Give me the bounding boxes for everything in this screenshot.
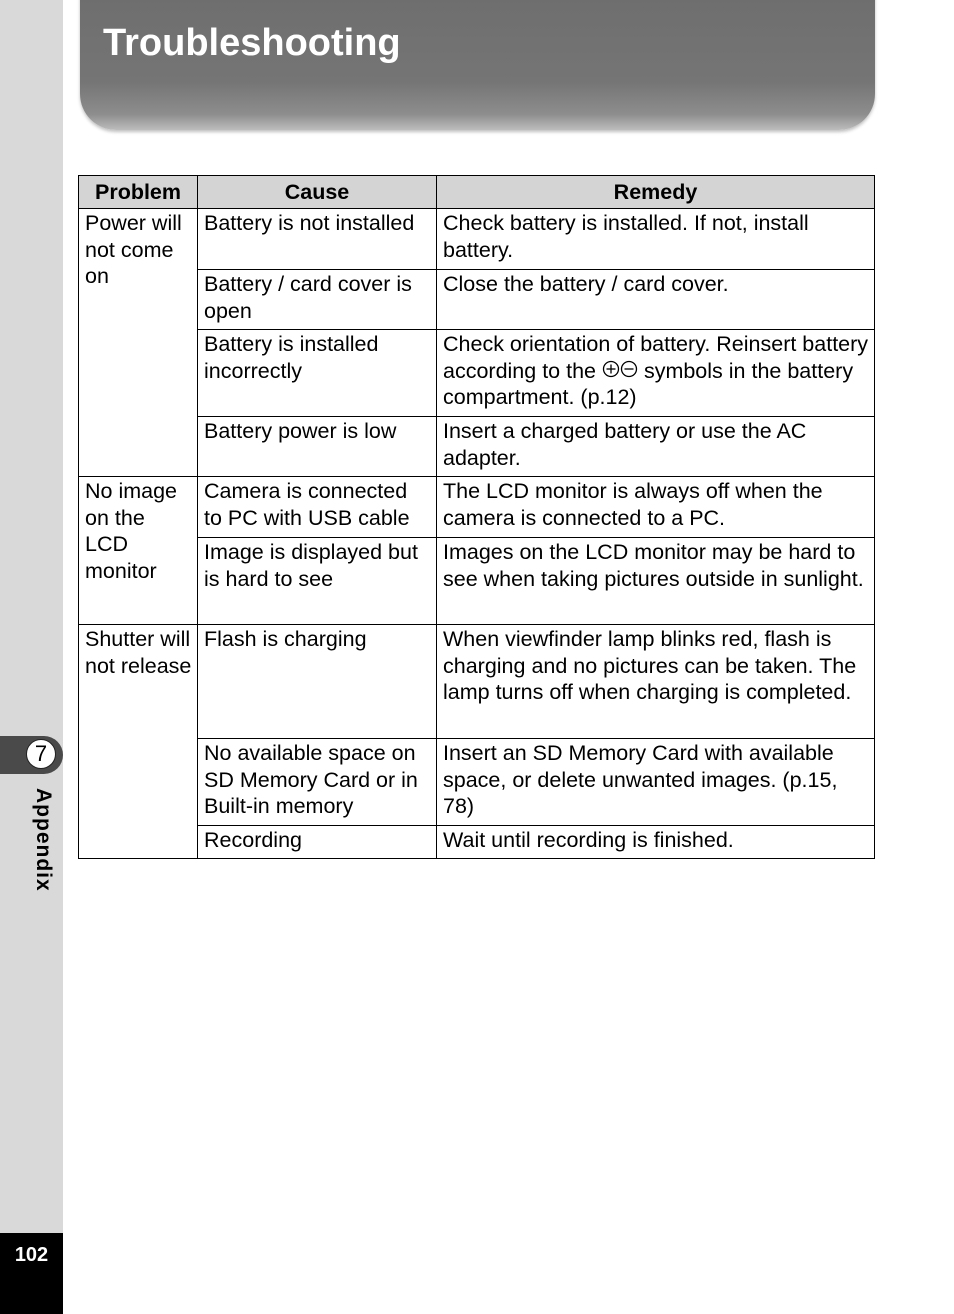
section-label: Appendix <box>32 788 55 892</box>
page-title: Troubleshooting <box>103 22 401 64</box>
page-number: 102 <box>14 1244 49 1266</box>
table-row <box>79 826 875 859</box>
table-row <box>79 330 875 417</box>
remedy-cell: Wait until recording is finished. <box>437 826 875 859</box>
table-row <box>79 538 875 625</box>
remedy-cell <box>437 330 875 417</box>
problem-cell: Power will not come on <box>79 209 198 477</box>
header-cause: Cause <box>198 176 437 209</box>
remedy-cell: When viewfinder lamp blinks red, flash is charging and no pictures can be taken. The lamp turns off when charging is completed. <box>437 625 875 739</box>
table-row <box>79 270 875 330</box>
plus-symbol-icon <box>602 360 620 378</box>
table-row <box>79 209 875 270</box>
table-row <box>79 477 875 538</box>
problem-cell: No image on the LCD monitor <box>79 477 198 625</box>
side-margin-bar <box>0 0 63 1314</box>
table-row <box>79 625 875 739</box>
cause-cell: Image is displayed but is hard to see <box>198 538 437 625</box>
remedy-cell: The LCD monitor is always off when the camera is connected to a PC. <box>437 477 875 538</box>
title-banner <box>80 0 875 130</box>
cause-cell: Flash is charging <box>198 625 437 739</box>
problem-cell: Shutter will not release <box>79 625 198 859</box>
remedy-cell: Check battery is installed. If not, install battery. <box>437 209 875 270</box>
table-header-row <box>79 176 875 209</box>
troubleshooting-table <box>78 175 875 859</box>
cause-cell: Recording <box>198 826 437 859</box>
remedy-text-part: symbols in the battery compartment. (p.12) <box>443 358 854 409</box>
remedy-cell: Images on the LCD monitor may be hard to see when taking pictures outside in sunlight. <box>437 538 875 625</box>
cause-cell: Battery is not installed <box>198 209 437 270</box>
cause-cell: Battery / card cover is open <box>198 270 437 330</box>
table-row <box>79 417 875 477</box>
remedy-cell: Insert a charged battery or use the AC adapter. <box>437 417 875 477</box>
table-row <box>79 739 875 826</box>
remedy-text-part: Check orientation of battery. Reinsert battery according to the <box>443 332 869 383</box>
cause-cell: No available space on SD Memory Card or in Built-in memory <box>198 739 437 826</box>
cause-cell: Battery is installed incorrectly <box>198 330 437 417</box>
remedy-cell: Insert an SD Memory Card with available space, or delete unwanted images. (p.15, 78) <box>437 739 875 826</box>
cause-cell: Battery power is low <box>198 417 437 477</box>
chapter-number: 7 <box>26 739 56 769</box>
minus-symbol-icon <box>620 360 638 378</box>
remedy-cell: Close the battery / card cover. <box>437 270 875 330</box>
cause-cell: Camera is connected to PC with USB cable <box>198 477 437 538</box>
header-remedy: Remedy <box>437 176 875 209</box>
header-problem: Problem <box>79 176 198 209</box>
